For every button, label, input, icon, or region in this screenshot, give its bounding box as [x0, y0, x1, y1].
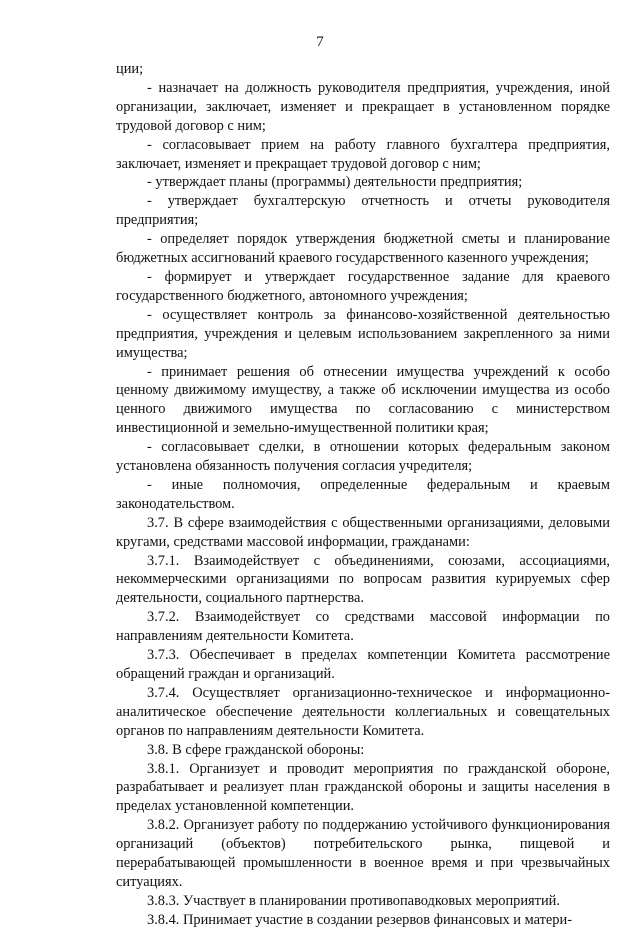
section-3-7-heading: 3.7. В сфере взаимодействия с общественными организациями, деловыми кругами, средствами массовой информации, гражданами: — [116, 514, 610, 550]
list-item-other-powers: - иные полномочия, определенные федеральным и краевым законодательством. — [116, 476, 610, 512]
list-item-appoints-head: - назначает на должность руководителя предприятия, учреждения, иной организации, заключает, изменяет и прекращает в установленном порядке трудовой договор с ним; — [116, 79, 610, 134]
section-3-8-heading: 3.8. В сфере гражданской обороны: — [147, 741, 365, 758]
list-item-state-task: - формирует и утверждает государственное задание для краевого государственного бюджетного, автономного учреждения; — [116, 268, 610, 304]
clause-3-8-2: 3.8.2. Организует работу по поддержанию устойчивого функционирования организаций (объектов) потребительского рынка, пищевой и перерабатывающей промышленности в военное время и при чрезвычайных ситуациях. — [116, 817, 610, 890]
list-item-financial-control: - осуществляет контроль за финансово-хозяйственной деятельностью предприятия, учреждения и целевым использованием закрепленного за ними имущества; — [116, 306, 610, 361]
list-item-transactions: - согласовывает сделки, в отношении которых федеральным законом установлена обязанность получения согласия учредителя; — [116, 439, 610, 475]
list-item-reports: - утверждает бухгалтерскую отчетность и отчеты руководителя предприятия; — [116, 193, 610, 229]
clause-3-7-4: 3.7.4. Осуществляет организационно-техническое и информационно-аналитическое обеспечение деятельности коллегиальных и совещательных органов по направлениям деятельности Комитета. — [116, 684, 610, 739]
list-item-plans: - утверждает планы (программы) деятельности предприятия; — [147, 174, 523, 191]
document-body — [116, 60, 610, 930]
clause-3-7-2: 3.7.2. Взаимодействует со средствами массовой информации по направлениям деятельности Комитета. — [116, 609, 610, 645]
page-number: 7 — [316, 34, 324, 50]
clause-3-7-3: 3.7.3. Обеспечивает в пределах компетенции Комитета рассмотрение обращений граждан и организаций. — [116, 647, 610, 682]
clause-3-7-1: 3.7.1. Взаимодействует с объединениями, союзами, ассоциациями, некоммерческими организациями по вопросам развития курируемых сфер деятельности, социального партнерства. — [116, 552, 610, 607]
clause-3-8-3: 3.8.3. Участвует в планировании противопаводковых мероприятий. — [147, 892, 560, 909]
list-item-budget-estimate: - определяет порядок утверждения бюджетной сметы и планирование бюджетных ассигнований краевого государственного казенного учреждения; — [116, 231, 610, 267]
list-item-valuable-property: - принимает решения об отнесении имущества учреждений к особо ценному движимому имуществу, а также об исключении имущества из особо ценного движимого имущества по согласованию с министерством инвестиционной и земельно-имущественной политики края; — [116, 363, 610, 437]
list-item-chief-accountant: - согласовывает прием на работу главного бухгалтера предприятия, заключает, изменяет и прекращает трудовой договор с ним; — [116, 136, 610, 172]
clause-3-8-4: 3.8.4. Принимает участие в создании резервов финансовых и матери- — [147, 911, 572, 928]
clause-3-8-1: 3.8.1. Организует и проводит мероприятия по гражданской обороне, разрабатывает и реализует план гражданской обороны и защиты населения в пределах установленной компетенции. — [116, 760, 610, 815]
paragraph-continuation: ции; — [116, 61, 144, 77]
